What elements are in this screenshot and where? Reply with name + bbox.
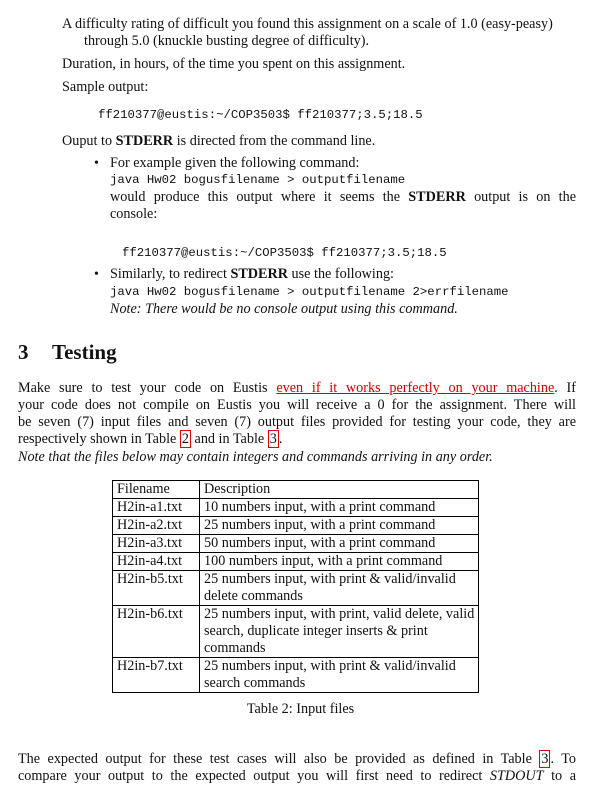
closing-l1-post: . To bbox=[550, 751, 577, 767]
bullet-dot-1: • bbox=[94, 156, 99, 171]
bullet-2-text-pre: Similarly, to redirect bbox=[110, 266, 231, 282]
table-row bbox=[113, 517, 479, 535]
testing-note: Note that the files below may contain integers and commands arriving in any order. bbox=[18, 449, 493, 465]
testing-para-line-1 bbox=[18, 380, 576, 397]
difficulty-line-2: through 5.0 (knuckle busting degree of difficulty). bbox=[84, 33, 369, 49]
stderr-word: STDERR bbox=[115, 133, 174, 149]
row-filename: H2in-a1.txt bbox=[113, 499, 200, 517]
bullet-2-text bbox=[110, 266, 394, 283]
closing-l2-post: to a bbox=[543, 768, 576, 784]
stderr-post: is directed from the command line. bbox=[173, 133, 376, 149]
sample-output-label: Sample output: bbox=[62, 79, 149, 95]
row-filename: H2in-b7.txt bbox=[113, 658, 200, 693]
stderr-line bbox=[62, 133, 375, 150]
table-row bbox=[113, 553, 479, 571]
row-description: 50 numbers input, with a print command bbox=[200, 535, 479, 553]
table-3-ref-link-closing[interactable]: 3 bbox=[541, 751, 549, 767]
bullet-1-desc-pre: would produce this output where it seems the bbox=[110, 189, 409, 205]
closing-l2-stdout: STDOUT bbox=[489, 768, 544, 784]
bullet-dot-2: • bbox=[94, 267, 99, 282]
row-description: 25 numbers input, with print & valid/invalid delete commands bbox=[200, 571, 479, 606]
row-filename: H2in-a2.txt bbox=[113, 517, 200, 535]
row-filename: H2in-b5.txt bbox=[113, 571, 200, 606]
table-row bbox=[113, 571, 479, 606]
bullet-2-text-post: use the following: bbox=[288, 266, 394, 282]
duration-line: Duration, in hours, of the time you spent on this assignment. bbox=[62, 56, 406, 72]
header-filename: Filename bbox=[113, 481, 200, 499]
para-l4-pre: respectively shown in Table bbox=[18, 431, 180, 447]
row-filename: H2in-a3.txt bbox=[113, 535, 200, 553]
sample-output-code: ff210377@eustis:~/COP3503$ ff210377;3.5;18.5 bbox=[98, 108, 423, 122]
testing-para-line-3: be seven (7) input files and seven (7) output files provided for testing your code, they are bbox=[18, 414, 576, 430]
closing-line-1 bbox=[18, 751, 576, 768]
bullet-2-command: java Hw02 bogusfilename > outputfilename 2>errfilename bbox=[110, 285, 509, 299]
closing-l2-pre: compare your output to the expected output you will first need to redirect bbox=[18, 768, 490, 784]
difficulty-line-1: A difficulty rating of difficult you found this assignment on a scale of 1.0 (easy-peasy) bbox=[62, 16, 553, 32]
row-description: 25 numbers input, with print, valid delete, valid search, duplicate integer inserts & print commands bbox=[200, 606, 479, 658]
bullet-1-desc bbox=[110, 189, 576, 206]
row-description: 25 numbers input, with a print command bbox=[200, 517, 479, 535]
table-row bbox=[113, 499, 479, 517]
row-description: 100 numbers input, with a print command bbox=[200, 553, 479, 571]
para-l4-mid: and in Table bbox=[190, 431, 268, 447]
stderr-pre: Ouput to bbox=[62, 133, 116, 149]
testing-para-line-2: your code does not compile on Eustis you will receive a 0 for the assignment. There will bbox=[18, 397, 576, 413]
row-description: 25 numbers input, with print & valid/invalid search commands bbox=[200, 658, 479, 693]
testing-para-line-4 bbox=[18, 431, 282, 448]
para-l4-post: . bbox=[278, 431, 283, 447]
row-filename: H2in-b6.txt bbox=[113, 606, 200, 658]
bullet-2-text-bold: STDERR bbox=[230, 266, 288, 282]
closing-l1-pre: The expected output for these test cases will also be provided as defined in Table bbox=[18, 751, 540, 767]
header-description: Description bbox=[200, 481, 479, 499]
table-header-row bbox=[113, 481, 479, 499]
bullet-1-desc-post: output is on the bbox=[465, 189, 576, 205]
bullet-1-console-output: ff210377@eustis:~/COP3503$ ff210377;3.5;18.5 bbox=[122, 246, 447, 260]
row-description: 10 numbers input, with a print command bbox=[200, 499, 479, 517]
table-row bbox=[113, 535, 479, 553]
bullet-1-text: For example given the following command: bbox=[110, 155, 360, 171]
table-row bbox=[113, 606, 479, 658]
input-files-table bbox=[112, 480, 479, 693]
bullet-1-desc-line2: console: bbox=[110, 206, 158, 222]
section-title: Testing bbox=[52, 340, 117, 364]
bullet-2-note: Note: There would be no console output using this command. bbox=[110, 301, 458, 317]
table-3-ref-link[interactable]: 3 bbox=[269, 431, 277, 447]
closing-line-2 bbox=[18, 768, 576, 785]
table-2-ref-link[interactable]: 2 bbox=[181, 431, 189, 447]
bullet-1-command: java Hw02 bogusfilename > outputfilename bbox=[110, 173, 406, 187]
table-row bbox=[113, 658, 479, 693]
section-heading bbox=[18, 340, 117, 364]
row-filename: H2in-a4.txt bbox=[113, 553, 200, 571]
machine-link[interactable]: even if it works perfectly on your machine bbox=[276, 380, 555, 396]
table-caption: Table 2: Input files bbox=[246, 701, 355, 717]
para-l1-post: . If bbox=[554, 380, 577, 396]
para-l1-pre: Make sure to test your code on Eustis bbox=[18, 380, 277, 396]
section-number: 3 bbox=[18, 340, 29, 364]
bullet-1-desc-bold: STDERR bbox=[408, 189, 466, 205]
